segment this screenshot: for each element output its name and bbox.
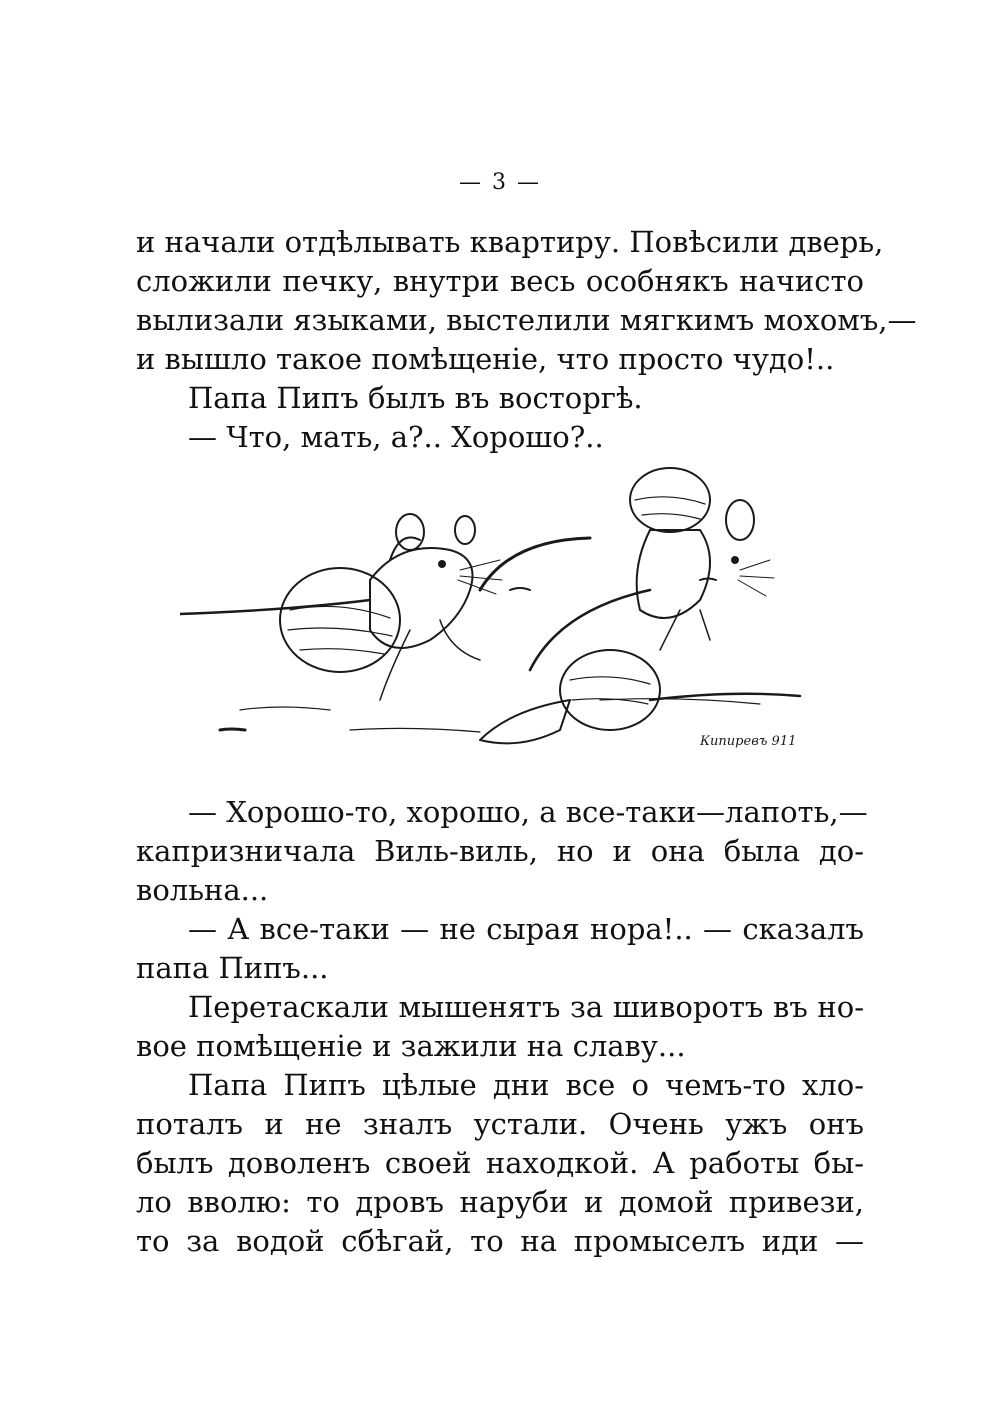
text-line: поталъ и не зналъ устали. Очень ужъ онъ <box>136 1107 864 1141</box>
text-line: — Что, мать, а?.. Хорошо?.. <box>188 420 604 454</box>
text-line: — А все-таки — не сырая нора!.. — сказалъ <box>188 912 864 946</box>
text-line: Папа Пипъ былъ въ восторгѣ. <box>188 381 643 415</box>
text-line: былъ доволенъ своей находкой. А работы бы- <box>136 1146 864 1180</box>
text-line: вольна... <box>136 873 269 907</box>
text-line: папа Пипъ... <box>136 951 329 985</box>
text-line: Папа Пипъ цѣлые дни все о чемъ-то хло- <box>188 1068 864 1102</box>
text-line: — Хорошо-то, хорошо, а все-таки—лапоть,— <box>188 795 868 829</box>
text-line: капризничала Виль-виль, но и она была до- <box>136 834 864 868</box>
text-line: Перетаскали мышенятъ за шиворотъ въ но- <box>188 990 864 1024</box>
text-line: вое помѣщеніе и зажили на славу... <box>136 1029 686 1063</box>
text-line: сложили печку, внутри весь особнякъ начисто <box>136 264 864 298</box>
text-line: вылизали языками, выстелили мягкимъ мохомъ,— <box>136 303 917 337</box>
text-line: ло вволю: то дровъ наруби и домой привези, <box>136 1185 864 1219</box>
illustration-signature: Кипиревъ 911 <box>700 734 797 749</box>
text-line: и вышло такое помѣщеніе, что просто чудо!.. <box>136 342 835 376</box>
mice-illustration <box>180 460 820 770</box>
text-line: то за водой сбѣгай, то на промыселъ иди — <box>136 1224 864 1258</box>
page-number: — 3 — <box>459 170 541 195</box>
text-line: и начали отдѣлывать квартиру. Повѣсили дверь, <box>136 225 884 259</box>
